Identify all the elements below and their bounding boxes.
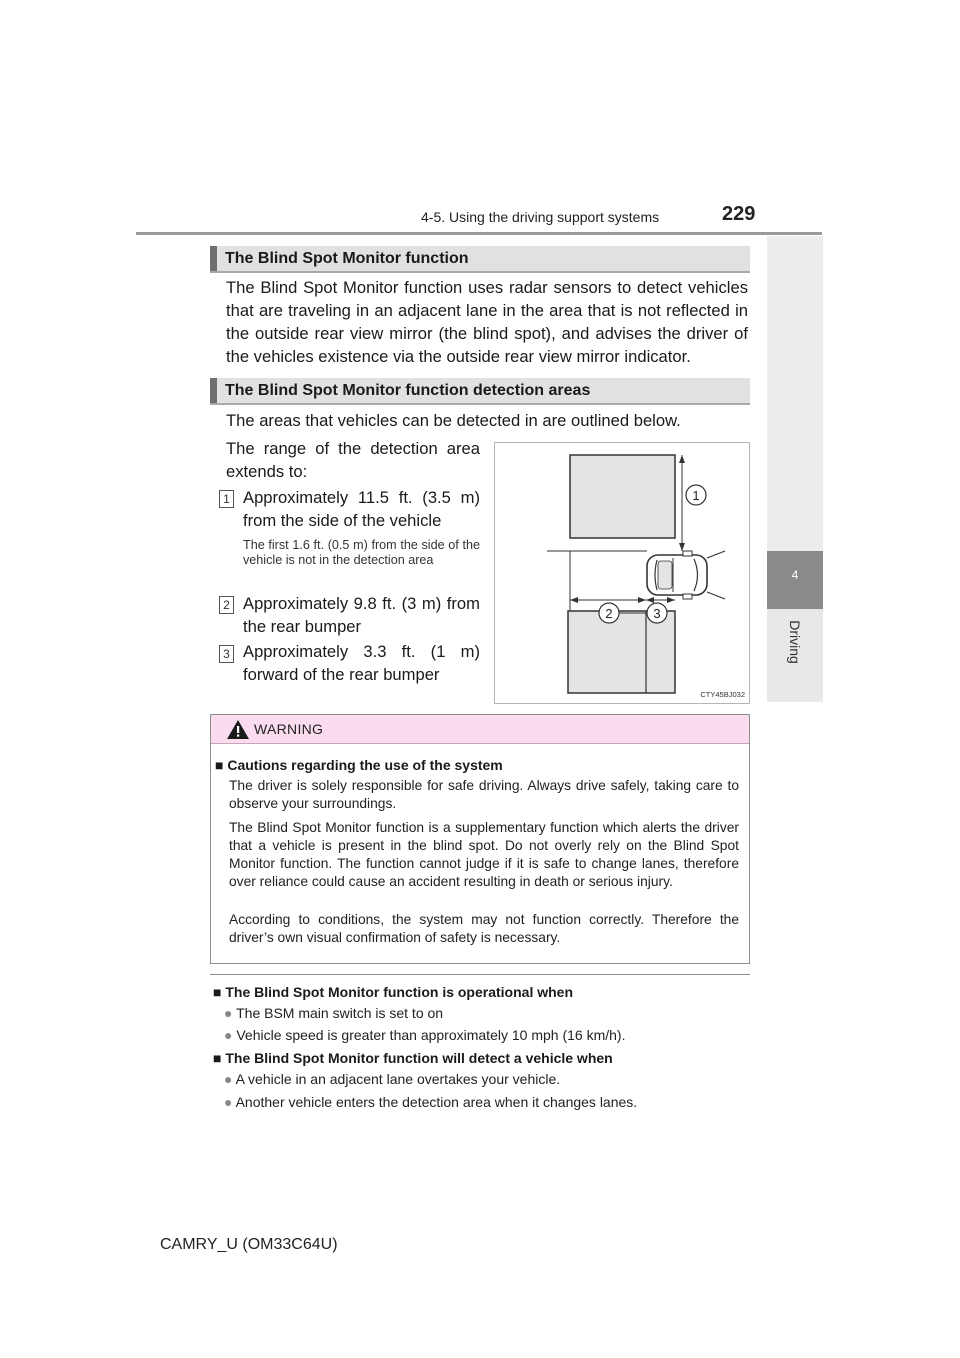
operational-heading-text: The Blind Spot Monitor function is operational when	[225, 984, 574, 1000]
range-item-2: Approximately 9.8 ft. (3 m) from the rear bumper	[243, 594, 480, 636]
detection-areas-intro: The areas that vehicles can be detected in are outlined below.	[226, 411, 681, 430]
arrow-head	[667, 597, 675, 603]
section-heading-detection-areas	[210, 378, 750, 405]
header-divider	[136, 232, 822, 235]
range-intro: The range of the detection area extends to:	[226, 439, 480, 481]
header-section-title: 4-5. Using the driving support systems	[421, 209, 660, 225]
list-item-text: Vehicle speed is greater than approximately 10 mph (16 km/h).	[236, 1027, 626, 1043]
item-number-2: 2	[219, 596, 234, 614]
warning-paragraph-3: According to conditions, the system may not function correctly. Therefore the driver’s own visual confirmation of safety is necessary.	[229, 912, 739, 945]
section-heading-bsm-function	[210, 246, 750, 273]
chapter-label: Driving	[787, 620, 803, 664]
item-number-1: 1	[219, 490, 234, 508]
page-number: 229	[722, 203, 756, 225]
footer-model-code: CAMRY_U (OM33C64U)	[160, 1236, 338, 1253]
warning-title: ■ Cautions regarding the use of the system	[215, 757, 503, 773]
heading-accent-bar	[210, 378, 217, 403]
callout-1-label: 1	[692, 488, 700, 503]
upper-detection-zone	[570, 455, 675, 538]
list-item-text: A vehicle in an adjacent lane overtakes your vehicle.	[235, 1071, 561, 1087]
warning-triangle-icon	[226, 719, 250, 745]
operational-heading: ■ The Blind Spot Monitor function is operational when	[213, 984, 574, 1000]
list-item-text: Another vehicle enters the detection area when it changes lanes.	[235, 1094, 638, 1110]
chapter-number: 4	[791, 568, 799, 582]
car-icon	[647, 551, 725, 599]
detect-heading-text: The Blind Spot Monitor function will detect a vehicle when	[225, 1050, 613, 1066]
arrow-head	[679, 455, 685, 463]
arrow-head	[638, 597, 646, 603]
figure-code: CTY45BJ032	[700, 690, 745, 699]
detect-heading: ■ The Blind Spot Monitor function will detect a vehicle when	[213, 1050, 613, 1066]
callout-2-label: 2	[605, 606, 613, 621]
section-heading-text: The Blind Spot Monitor function detection areas	[225, 382, 591, 399]
warning-label: WARNING	[254, 721, 324, 737]
callout-3-label: 3	[653, 606, 661, 621]
warning-title-text: Cautions regarding the use of the system	[227, 757, 503, 773]
range-item-1: Approximately 11.5 ft. (3.5 m) from the side of the vehicle	[243, 488, 480, 530]
section-heading-text: The Blind Spot Monitor function	[225, 250, 469, 267]
detection-area-illustration	[495, 443, 749, 703]
list-item: ● Another vehicle enters the detection area when it changes lanes.	[224, 1094, 638, 1110]
arrow-head	[646, 597, 654, 603]
section-divider	[210, 974, 750, 975]
item-number-3: 3	[219, 645, 234, 663]
detection-area-diagram	[494, 442, 750, 704]
side-margin-strip	[767, 236, 823, 551]
list-item: ● Vehicle speed is greater than approximately 10 mph (16 km/h).	[224, 1027, 626, 1043]
range-item-3: Approximately 3.3 ft. (1 m) forward of the rear bumper	[243, 642, 480, 684]
heading-accent-bar	[210, 246, 217, 271]
arrow-head	[570, 597, 578, 603]
bsm-function-description: The Blind Spot Monitor function uses radar sensors to detect vehicles that are traveling in an adjacent lane in the area that is not reflected in the outside rear view mirror (the blind spot), and advises the driver of the vehicles existence via the outside rear view mirror indicator.	[226, 278, 748, 366]
list-item-text: The BSM main switch is set to on	[236, 1005, 444, 1021]
warning-paragraph-1: The driver is solely responsible for safe driving. Always drive safely, taking care to observe your surroundings.	[229, 778, 739, 811]
list-item: ● The BSM main switch is set to on	[224, 1005, 444, 1021]
list-item: ● A vehicle in an adjacent lane overtakes your vehicle.	[224, 1071, 561, 1087]
warning-paragraph-2: The Blind Spot Monitor function is a supplementary function which alerts the driver that a vehicle is present in the blind spot. Do not overly rely on the Blind Spot Monitor function. The function cannot judge if it is safe to change lanes, therefore over reliance could cause an accident resulting in death or serious injury.	[229, 820, 739, 889]
arrow-head	[679, 543, 685, 551]
range-item-1-note: The first 1.6 ft. (0.5 m) from the side of the vehicle is not in the detection area	[243, 538, 480, 567]
